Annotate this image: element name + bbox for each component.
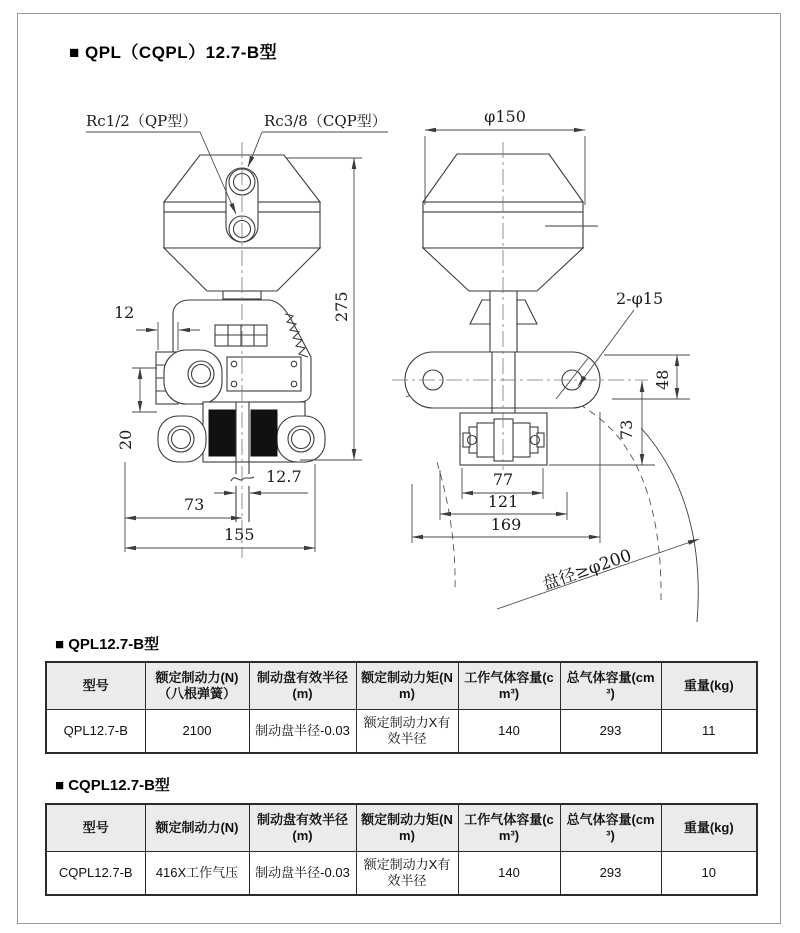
- data-cell-model: CQPL12.7-B: [46, 852, 145, 896]
- dim-73r-label: 73: [617, 419, 636, 440]
- data-cell-total-volume: 293: [560, 852, 661, 896]
- dim-169-label: 169: [490, 515, 522, 534]
- data-cell-force: 416X工作气压: [145, 852, 249, 896]
- data-cell-model: QPL12.7-B: [46, 710, 145, 754]
- page-title: ■ QPL（CQPL）12.7-B型: [69, 43, 278, 62]
- table-row: [46, 852, 757, 896]
- right-view: [392, 107, 699, 622]
- table-header-row: [46, 804, 757, 852]
- header-cell: 制动盘有效半径(m): [249, 662, 356, 710]
- dim-155-label: 155: [224, 525, 255, 544]
- section-title-qpl: ■ QPL12.7-B型: [55, 636, 160, 653]
- header-cell: 工作气体容量(cm³): [458, 662, 560, 710]
- header-cell: 工作气体容量(cm³): [458, 804, 560, 852]
- header-cell: 制动盘有效半径(m): [249, 804, 356, 852]
- header-cell: 额定制动力(N)（八根弹簧）: [145, 662, 249, 710]
- dim-48-label: 48: [653, 369, 672, 390]
- data-cell-work-volume: 140: [458, 710, 560, 754]
- data-cell-total-volume: 293: [560, 710, 661, 754]
- data-cell-torque: 额定制动力X有效半径: [356, 710, 458, 754]
- header-cell: 额定制动力(N): [145, 804, 249, 852]
- table-row: [46, 710, 757, 754]
- port-label-qp: Rc1/2（QP型）: [86, 112, 198, 130]
- dim-20-label: 20: [116, 429, 135, 450]
- data-cell-radius: 制动盘半径-0.03: [249, 852, 356, 896]
- data-cell-torque: 额定制动力X有效半径: [356, 852, 458, 896]
- spec-table-qpl: [45, 661, 758, 754]
- port-label-cqp: Rc3/8（CQP型）: [264, 112, 387, 130]
- left-caliper-body: [156, 300, 311, 404]
- data-cell-radius: 制动盘半径-0.03: [249, 710, 356, 754]
- right-air-chamber: [423, 154, 598, 291]
- dim-12p7-label: 12.7: [266, 467, 302, 486]
- dim-73-label: 73: [184, 495, 205, 514]
- dim-275-label: 275: [332, 291, 351, 322]
- data-cell-weight: 10: [661, 852, 757, 896]
- right-stem: [470, 291, 537, 353]
- data-cell-force: 2100: [145, 710, 249, 754]
- header-cell: 额定制动力矩(Nm): [356, 662, 458, 710]
- header-cell: 额定制动力矩(Nm): [356, 804, 458, 852]
- dim-2dia15-label: 2-φ15: [616, 289, 664, 308]
- header-cell: 型号: [46, 662, 145, 710]
- disc-note-label: 盘径≥φ200: [540, 545, 635, 595]
- header-cell: 重量(kg): [661, 662, 757, 710]
- dim-121-label: 121: [487, 492, 519, 511]
- data-cell-work-volume: 140: [458, 852, 560, 896]
- dim-dia150-label: φ150: [484, 107, 526, 126]
- dim-12-label: 12: [114, 303, 135, 322]
- header-cell: 总气体容量(cm³): [560, 662, 661, 710]
- dim-77-label: 77: [492, 470, 514, 489]
- spec-table-cqpl: [45, 803, 758, 896]
- header-cell: 型号: [46, 804, 145, 852]
- left-view: [86, 112, 388, 558]
- header-cell: 总气体容量(cm³): [560, 804, 661, 852]
- table-header-row: [46, 662, 757, 710]
- header-cell: 重量(kg): [661, 804, 757, 852]
- section-title-cqpl: ■ CQPL12.7-B型: [55, 777, 170, 794]
- data-cell-weight: 11: [661, 710, 757, 754]
- right-link-plate: [405, 352, 600, 413]
